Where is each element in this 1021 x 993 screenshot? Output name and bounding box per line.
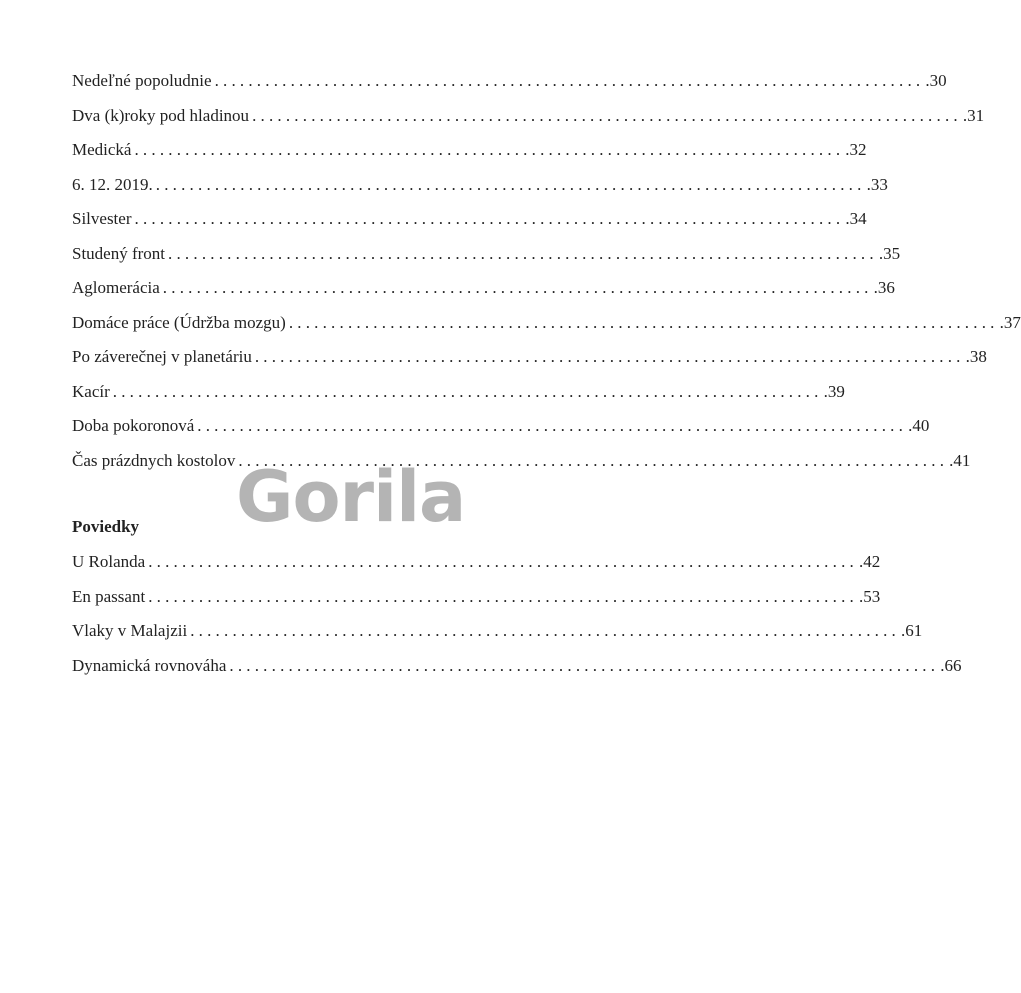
toc-entry: [72, 649, 962, 684]
toc-entry: [72, 133, 867, 168]
toc-entry-title: En passant: [72, 586, 146, 606]
dot-leader: ....................................................................................: [155, 174, 866, 194]
toc-entry: [72, 168, 888, 203]
toc-entry: [72, 580, 881, 615]
dot-leader: ....................................................................................: [238, 450, 949, 470]
dot-leader: ....................................................................................: [168, 243, 878, 263]
toc-entry-title: Silvester: [72, 209, 132, 228]
toc-entry: [72, 237, 901, 272]
toc-entry-page: .38: [965, 347, 987, 366]
toc-entry: [72, 99, 985, 134]
toc-entry-title: Studený front: [72, 243, 166, 263]
toc-entry-title: Nedeľné popoludnie: [72, 71, 212, 90]
dot-leader: ....................................................................................: [229, 655, 940, 675]
dot-leader: ....................................................................................: [112, 381, 823, 401]
toc-entry: [72, 340, 987, 375]
toc-entry-title: Po záverečnej v planetáriu: [72, 347, 252, 366]
toc-entry-page: .36: [873, 278, 895, 297]
toc-entry-page: .37: [999, 312, 1021, 332]
toc-entry-title: 6. 12. 2019.: [72, 174, 153, 194]
toc-entry: [72, 271, 895, 306]
toc-entry-page: .61: [901, 621, 923, 640]
toc-entry-title: Dynamická rovnováha: [72, 655, 227, 675]
toc-entry-page: .42: [859, 552, 881, 571]
table-of-contents: [72, 64, 1021, 478]
toc-entry-page: .35: [878, 243, 901, 263]
toc-entry-title: Čas prázdnych kostolov: [72, 450, 236, 470]
dot-leader: ....................................................................................: [288, 312, 999, 332]
toc-entry-page: .53: [859, 586, 881, 606]
toc-entry-title: Vlaky v Malajzii: [72, 621, 188, 640]
dot-leader: ....................................................................................: [197, 416, 908, 435]
dot-leader: ....................................................................................: [190, 621, 901, 640]
dot-leader: ....................................................................................: [214, 71, 925, 90]
toc-entry-page: .30: [925, 71, 947, 90]
toc-entry-title: Domáce práce (Údržba mozgu): [72, 312, 286, 332]
toc-entry-page: .40: [908, 416, 930, 435]
toc-entry-title: Aglomerácia: [72, 278, 160, 297]
toc-entry: [72, 375, 845, 410]
toc-entry-title: Doba pokoronová: [72, 416, 195, 435]
watermark-logo: Gorila: [236, 456, 466, 538]
dot-leader: ....................................................................................: [162, 278, 873, 297]
dot-leader: ....................................................................................: [134, 140, 845, 159]
section-toc: [72, 545, 962, 683]
toc-entry-page: .66: [940, 655, 962, 675]
toc-entry-title: Dva (k)roky pod hladinou: [72, 105, 250, 125]
toc-entry: [72, 545, 881, 580]
toc-entry: [72, 614, 923, 649]
dot-leader: ....................................................................................: [254, 347, 965, 366]
dot-leader: ....................................................................................: [252, 105, 962, 125]
toc-entry-title: U Rolanda: [72, 552, 146, 571]
toc-entry-page: .31: [962, 105, 985, 125]
toc-entry: [72, 202, 867, 237]
toc-entry-page: .41: [949, 450, 971, 470]
section-heading: Poviedky: [72, 517, 140, 536]
toc-entry-page: .33: [866, 174, 888, 194]
dot-leader: ....................................................................................: [148, 552, 858, 571]
toc-entry: [72, 64, 947, 99]
toc-entry-title: Medická: [72, 140, 132, 159]
dot-leader: ....................................................................................: [148, 586, 858, 606]
dot-leader: ....................................................................................: [134, 209, 845, 228]
toc-entry: [72, 306, 1021, 341]
toc-entry-page: .39: [823, 381, 845, 401]
toc-entry-page: .34: [845, 209, 867, 228]
toc-entry-page: .32: [845, 140, 867, 159]
toc-entry: [72, 409, 930, 444]
toc-entry-title: Kacír: [72, 381, 110, 401]
